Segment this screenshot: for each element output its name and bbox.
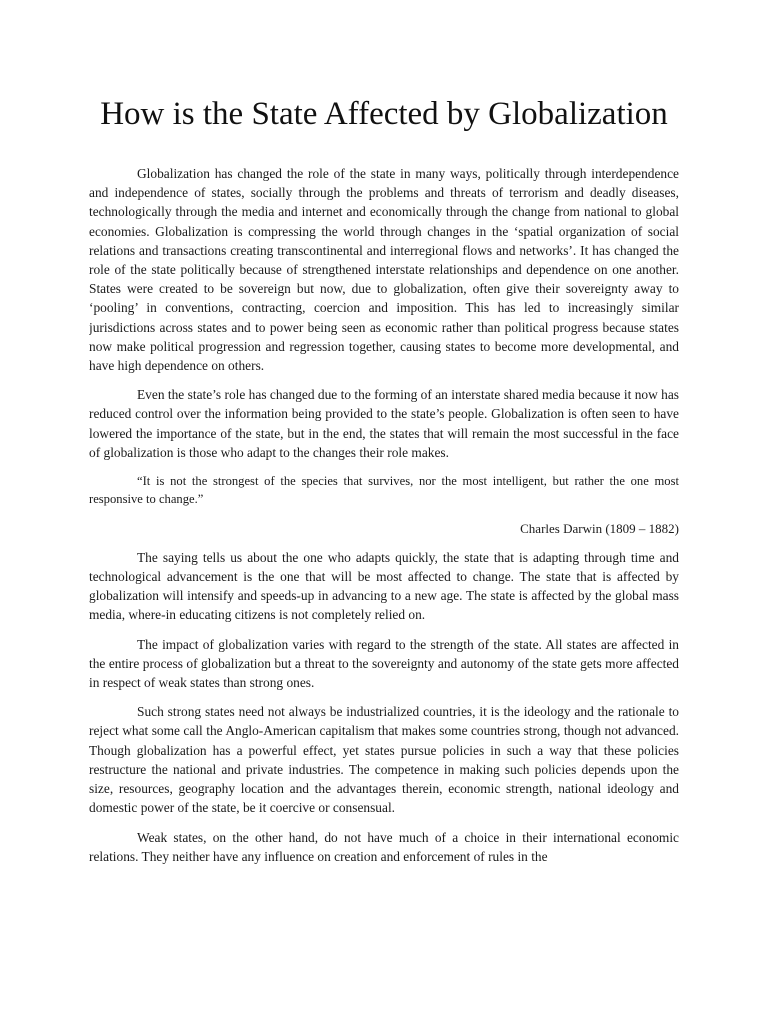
paragraph-3: The saying tells us about the one who adapts quickly, the state that is adapting through time and technological advancement is the one that will be most affected to change. The state that is affected by globalization will intensify and speeds-up in advancing to a new age. The state is affected by the global mass media, where-in educating citizens is not completely relied on. xyxy=(89,549,679,623)
paragraph-6: Weak states, on the other hand, do not have much of a choice in their international economic relations. They neither have any influence on creation and enforcement of rules in the xyxy=(89,829,679,864)
paragraph-1: Globalization has changed the role of the state in many ways, politically through interdependence and independence of states, socially through the problems and threats of terrorism and deadly diseases, technologically through the media and internet and economically through the change from national to global economies. Globalization is compressing the world through changes in the ‘spatial organization of social relations and transactions creating transcontinental and interregional flows and networks’. It has changed the role of the state politically because of strengthened interstate relationships and dependence on one another. States were created to be sovereign but now, due to globalization, often give their sovereignty away to ‘pooling’ in conventions, contracting, coercion and imposition. This has led to increasingly similar jurisdictions across states and to power being seen as economic rather than political progress because states now make political progression and regression together, causing states to become more developmental, and have high dependence on others. xyxy=(89,166,679,374)
document-body xyxy=(89,164,679,876)
quote-attribution: Charles Darwin (1809 – 1882) xyxy=(520,520,679,536)
paragraph-5: Such strong states need not always be industrialized countries, it is the ideology and the rationale to reject what some call the Anglo-American capitalism that makes some countries strong, though not advanced. Though globalization has a powerful effect, yet states pursue policies in such a way that these policies restructure the national and private industries. The competence in making such policies depends upon the size, resources, geography location and the advantages therein, economic strength, national ideology and domestic power of the state, be it coercive or consensual. xyxy=(89,704,679,816)
paragraph-4: The impact of globalization varies with regard to the strength of the state. All states are affected in the entire process of globalization but a threat to the sovereignty and autonomy of the state gets more affected in respect of weak states than strong ones. xyxy=(89,636,679,691)
document-page xyxy=(89,0,679,1024)
paragraph-2: Even the state’s role has changed due to the forming of an interstate shared media because it now has reduced control over the information being provided to the state’s people. Globalization is often seen to have lowered the importance of the state, but in the end, the states that will remain the most successful in the face of globalization is those who adapt to the changes their role makes. xyxy=(89,387,679,460)
document-title: How is the State Affected by Globalization xyxy=(100,96,668,132)
darwin-quote: “It is not the strongest of the species that survives, nor the most intelligent, but rather the one most responsive to change.” xyxy=(89,474,679,507)
